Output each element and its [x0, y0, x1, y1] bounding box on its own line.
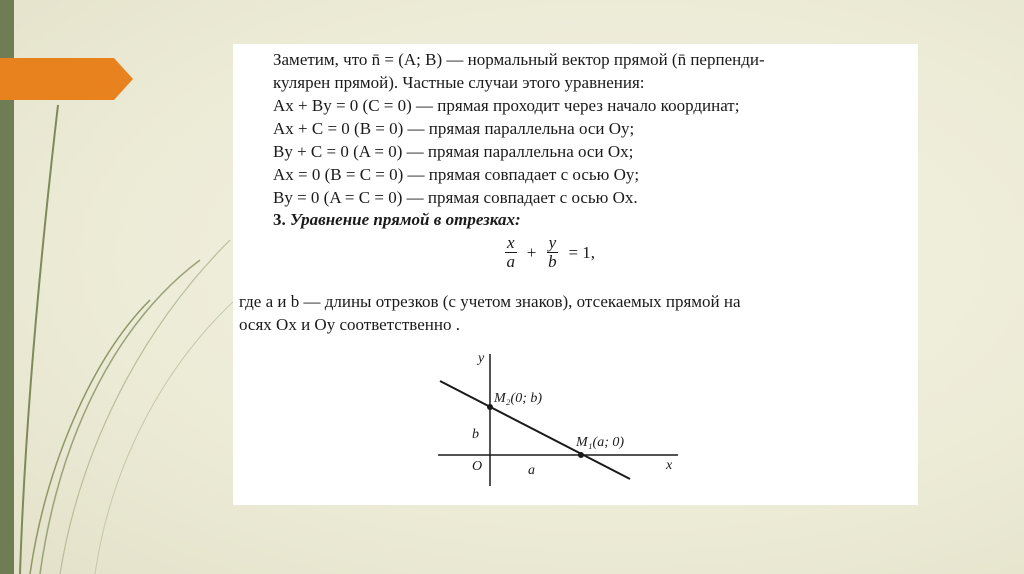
text-line-4: Ax + C = 0 (B = 0) — прямая параллельна оси Oy;: [273, 119, 635, 138]
y-axis-label: y: [478, 351, 485, 366]
text-line-1: Заметим, что n̄ = (A; B) — нормальный вектор прямой (n̄ перпенди-: [273, 50, 765, 69]
b-segment-label: b: [472, 427, 479, 442]
segment-equation: $\frac{x}{a}$ + $\frac{y}{b}$ = 1,: [506, 233, 596, 271]
text-line-after-2: осях Ox и Oy соответственно .: [239, 315, 460, 334]
section-title: Уравнение прямой в отрезках:: [290, 210, 521, 229]
point-m2: [487, 404, 493, 410]
text-line-5: By + C = 0 (A = 0) — прямая параллельна оси Ox;: [273, 142, 634, 161]
section-number: 3.: [273, 210, 286, 229]
fraction-y-over-b: $\frac{y}{b}$: [548, 233, 557, 271]
document-image: [233, 44, 918, 505]
point-m1: [578, 452, 584, 458]
x-axis-label: x: [666, 458, 673, 473]
text-line-3: Ax + By = 0 (C = 0) — прямая проходит через начало координат;: [273, 96, 740, 115]
text-line-6: Ax = 0 (B = C = 0) — прямая совпадает с осью Oy;: [273, 165, 640, 184]
orange-arrow-tab: [0, 58, 133, 100]
fraction-x-over-a: $\frac{x}{a}$: [506, 233, 516, 271]
m1-label: M₁(a; 0): [576, 435, 625, 450]
section-heading: [273, 210, 521, 230]
text-line-7: By = 0 (A = C = 0) — прямая совпадает с осью Ox.: [273, 188, 638, 207]
text-line-after-1: где a и b — длины отрезков (с учетом знаков), отсекаемых прямой на: [239, 292, 741, 311]
origin-label: O: [472, 459, 483, 474]
intercept-line-graph: [428, 346, 718, 496]
m2-label: M₂(0; b): [494, 391, 543, 406]
text-line-2: кулярен прямой). Частные случаи этого уравнения:: [273, 73, 645, 92]
a-segment-label: a: [528, 463, 535, 478]
